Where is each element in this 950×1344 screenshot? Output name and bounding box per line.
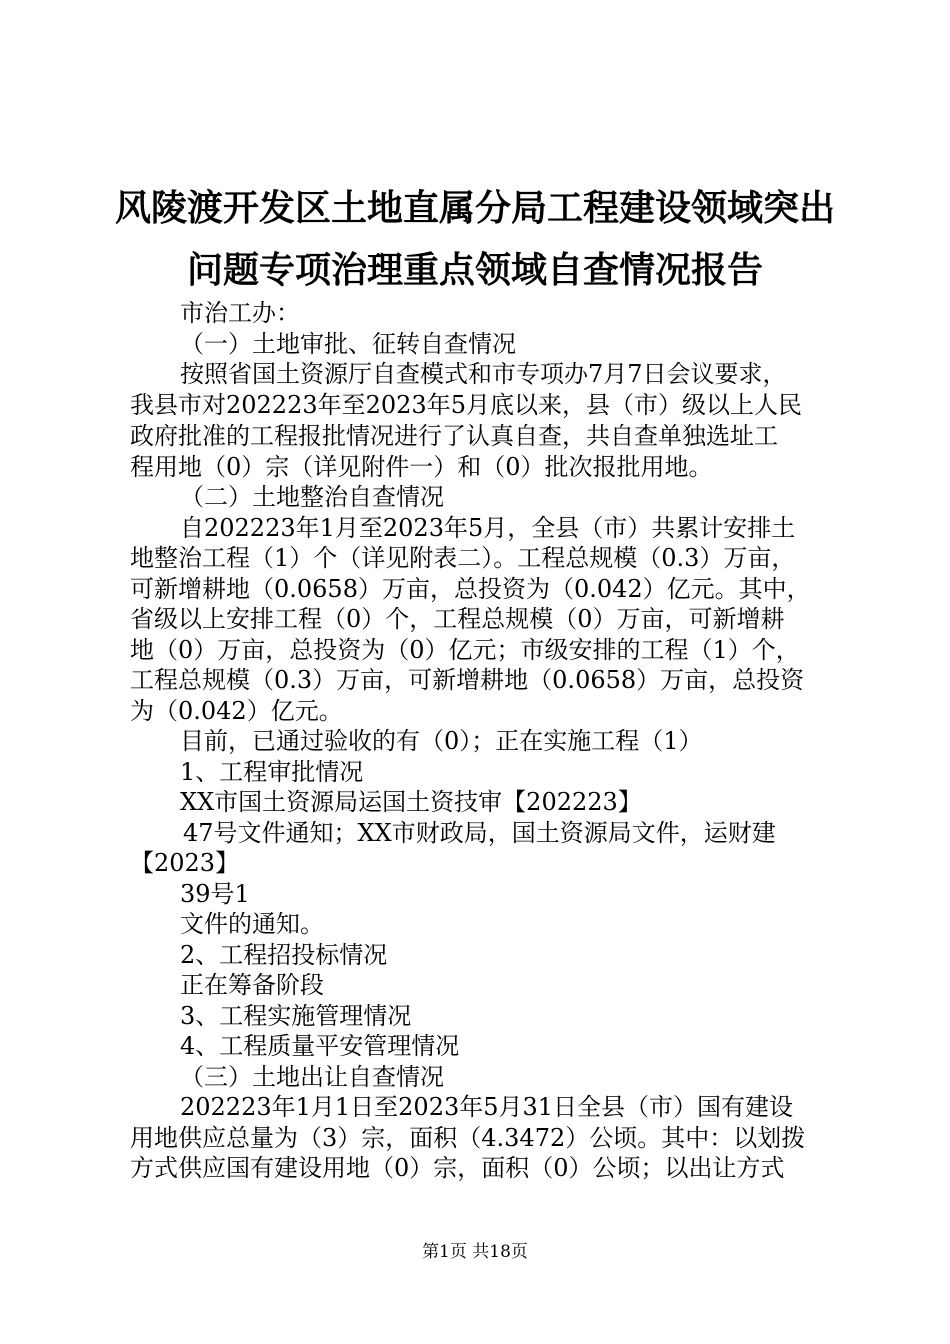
paragraph-line: 用地供应总量为（3）宗，面积（4.3472）公顷。其中：以划拨 xyxy=(130,1124,806,1152)
paragraph-line: 47号文件通知；XX市财政局，国土资源局文件，运财建 xyxy=(183,819,776,847)
paragraph-line: 正在筹备阶段 xyxy=(180,971,324,999)
title-line-1: 风陵渡开发区土地直属分局工程建设领域突出 xyxy=(114,187,835,229)
paragraph-line: 政府批准的工程报批情况进行了认真自查，共自查单独选址工 xyxy=(130,422,778,450)
paragraph-line: 39号1 xyxy=(180,880,250,908)
paragraph-line: 方式供应国有建设用地（0）宗，面积（0）公顷；以出让方式 xyxy=(130,1154,785,1182)
salutation: 市治工办： xyxy=(180,299,300,327)
paragraph-line: 省级以上安排工程（0）个，工程总规模（0）万亩，可新增耕 xyxy=(130,605,785,633)
paragraph-line: 地（0）万亩，总投资为（0）亿元；市级安排的工程（1）个， xyxy=(130,636,800,664)
paragraph-line: 为（0.042）亿元。 xyxy=(130,697,343,725)
subheading-approval: 1、工程审批情况 xyxy=(180,758,364,786)
paragraph-line: 【2023】 xyxy=(130,849,240,877)
paragraph-line: 我县市对202223年至2023年5月底以来，县（市）级以上人民 xyxy=(130,391,802,419)
paragraph-line: 地整治工程（1）个（详见附表二）。工程总规模（0.3）万亩， xyxy=(130,544,796,572)
paragraph-line: 程用地（0）宗（详见附件一）和（0）批次报批用地。 xyxy=(130,453,713,481)
page-footer: 第1页 共18页 xyxy=(422,1242,528,1262)
section-heading-2: （二）土地整治自查情况 xyxy=(180,483,444,511)
subheading-bidding: 2、工程招投标情况 xyxy=(180,941,388,969)
section-heading-3: （三）土地出让自查情况 xyxy=(180,1063,444,1091)
title-line-2: 问题专项治理重点领域自查情况报告 xyxy=(186,249,763,291)
paragraph-line: 202223年1月1日至2023年5月31日全县（市）国有建设 xyxy=(180,1093,794,1121)
subheading-quality-safety: 4、工程质量平安管理情况 xyxy=(180,1032,460,1060)
subheading-implementation: 3、工程实施管理情况 xyxy=(180,1002,412,1030)
section-heading-1: （一）土地审批、征转自查情况 xyxy=(180,330,516,358)
paragraph-line: 自202223年1月至2023年5月，全县（市）共累计安排土 xyxy=(180,514,796,542)
paragraph-line: 可新增耕地（0.0658）万亩，总投资为（0.042）亿元。其中， xyxy=(130,575,811,603)
paragraph-line: XX市国土资源局运国土资技审【202223】 xyxy=(180,788,642,816)
paragraph-line: 目前，已通过验收的有（0）；正在实施工程（1） xyxy=(180,727,703,755)
paragraph-line: 文件的通知。 xyxy=(180,910,324,938)
paragraph-line: 工程总规模（0.3）万亩，可新增耕地（0.0658）万亩，总投资 xyxy=(130,666,805,694)
paragraph-line: 按照省国土资源厅自查模式和市专项办7月7日会议要求， xyxy=(180,360,787,388)
